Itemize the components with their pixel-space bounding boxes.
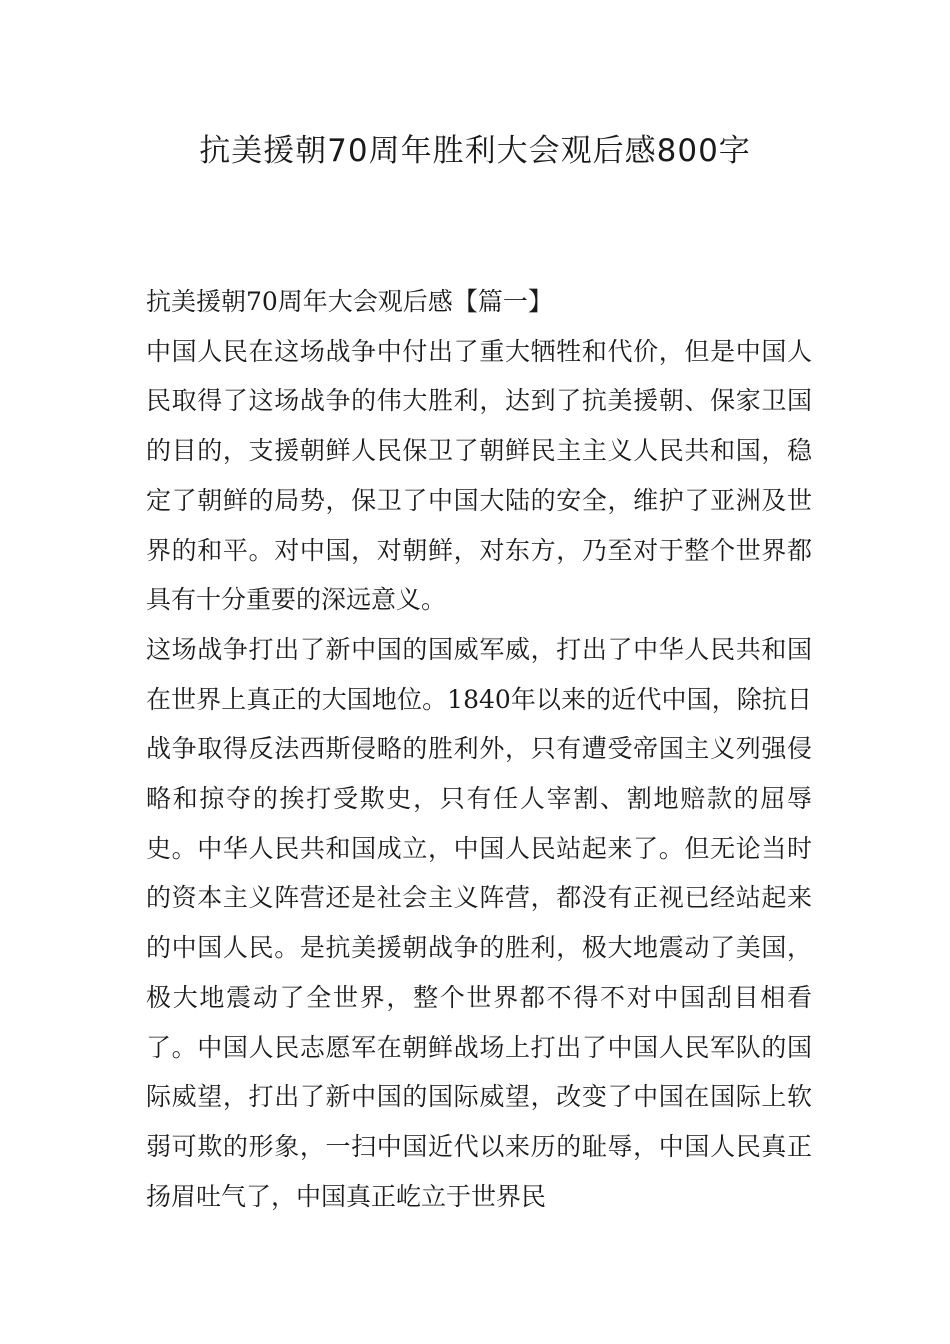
document-title: 抗美援朝70周年胜利大会观后感800字 [199, 133, 751, 169]
paragraph-1: 中国人民在这场战争中付出了重大牺牲和代价，但是中国人民取得了这场战争的伟大胜利，达到了抗美援朝、保家卫国的目的，支援朝鲜人民保卫了朝鲜民主主义人民共和国，稳定了朝鲜的局势，保卫了中国大陆的安全，维护了亚洲及世界的和平。对中国，对朝鲜，对东方，乃至对于整个世界都具有十分重要的深远意义。 [146, 336, 812, 615]
paragraph-2: 这场战争打出了新中国的国威军威，打出了中华人民共和国在世界上真正的大国地位。1840年以来的近代中国，除抗日战争取得反法西斯侵略的胜利外，只有遭受帝国主义列强侵略和掠夺的挨打受欺史，只有任人宰割、割地赔款的屈辱史。中华人民共和国成立，中国人民站起来了。但无论当时的资本主义阵营还是社会主义阵营，都没有正视已经站起来的中国人民。是抗美援朝战争的胜利，极大地震动了美国，极大地震动了全世界，整个世界都不得不对中国刮目相看了。中国人民志愿军在朝鲜战场上打出了中国人民军队的国际威望，打出了新中国的国际威望，改变了中国在国际上软弱可欺的形象，一扫中国近代以来历的耻辱，中国人民真正扬眉吐气了，中国真正屹立于世界民 [146, 634, 812, 1211]
document-body [146, 277, 812, 1221]
section-heading: 抗美援朝70周年大会观后感【篇一】 [146, 287, 553, 316]
